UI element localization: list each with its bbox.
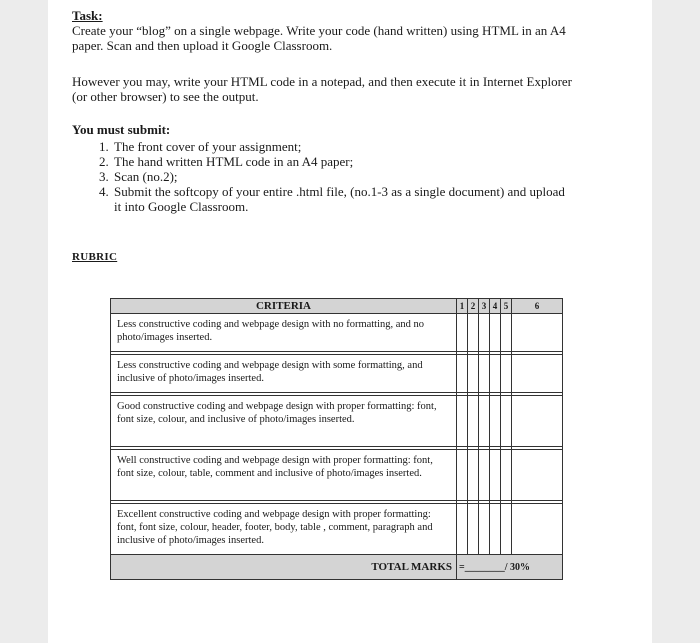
document-content	[72, 8, 572, 264]
score-cell	[468, 355, 479, 393]
score-cell	[512, 314, 563, 352]
criteria-cell: Excellent constructive coding and webpage design with proper formatting: font, font size, colour, header, footer, body, table , comment, paragraph and inclusive of photo/images inserted.	[111, 504, 457, 555]
score-cell	[512, 355, 563, 393]
score-cell	[457, 504, 468, 555]
score-cell	[457, 396, 468, 447]
rubric-row	[111, 355, 563, 393]
score-cell	[468, 504, 479, 555]
rubric-row	[111, 314, 563, 352]
score-cell	[501, 396, 512, 447]
task-paragraph-2: However you may, write your HTML code in a notepad, and then execute it in Internet Explorer (or other browser) to see the output.	[72, 74, 572, 104]
criteria-cell: Good constructive coding and webpage design with proper formatting: font, font size, colour, and inclusive of photo/images inserted.	[111, 396, 457, 447]
score-cell	[479, 504, 490, 555]
total-marks-row	[111, 555, 563, 580]
score-column-header: 3	[479, 299, 490, 314]
score-cell	[457, 314, 468, 352]
score-cell	[479, 396, 490, 447]
score-cell	[490, 314, 501, 352]
rubric-row	[111, 396, 563, 447]
score-cell	[512, 450, 563, 501]
score-cell	[457, 450, 468, 501]
total-marks-value: =________/ 30%	[457, 555, 563, 580]
score-column-header: 5	[501, 299, 512, 314]
score-cell	[490, 396, 501, 447]
rubric-row	[111, 504, 563, 555]
score-cell	[468, 450, 479, 501]
rubric-table	[110, 298, 563, 580]
score-cell	[490, 504, 501, 555]
score-cell	[501, 450, 512, 501]
score-column-header: 1	[457, 299, 468, 314]
score-cell	[479, 355, 490, 393]
rubric-row	[111, 450, 563, 501]
score-cell	[457, 355, 468, 393]
score-column-header: 4	[490, 299, 501, 314]
score-cell	[468, 396, 479, 447]
submit-item: 3. Scan (no.2);	[112, 169, 572, 184]
submit-list	[72, 139, 572, 214]
score-cell	[501, 355, 512, 393]
task-heading: Task:	[72, 8, 103, 23]
task-paragraph-1: Create your “blog” on a single webpage. Write your code (hand written) using HTML in an A4 paper. Scan and then upload it Google Classroom.	[72, 23, 566, 53]
score-cell	[512, 396, 563, 447]
rubric-header-row	[111, 299, 563, 314]
score-cell	[479, 450, 490, 501]
submit-item: 4. Submit the softcopy of your entire .html file, (no.1-3 as a single document) and upload it into Google Classroom.	[112, 184, 572, 214]
score-cell	[512, 504, 563, 555]
score-column-header: 6	[512, 299, 563, 314]
score-cell	[501, 504, 512, 555]
score-cell	[468, 314, 479, 352]
criteria-header: CRITERIA	[111, 299, 457, 314]
criteria-cell: Less constructive coding and webpage design with no formatting, and no photo/images inserted.	[111, 314, 457, 352]
criteria-cell: Less constructive coding and webpage design with some formatting, and inclusive of photo/images inserted.	[111, 355, 457, 393]
total-marks-label: TOTAL MARKS	[111, 555, 457, 580]
score-column-header: 2	[468, 299, 479, 314]
submit-heading: You must submit:	[72, 122, 171, 137]
submit-item: 2. The hand written HTML code in an A4 paper;	[112, 154, 572, 169]
submit-item: 1. The front cover of your assignment;	[112, 139, 572, 154]
score-cell	[490, 355, 501, 393]
score-cell	[501, 314, 512, 352]
rubric-heading: RUBRIC	[72, 251, 118, 263]
criteria-cell: Well constructive coding and webpage design with proper formatting: font, font size, colour, table, comment and inclusive of photo/images inserted.	[111, 450, 457, 501]
score-cell	[490, 450, 501, 501]
score-cell	[479, 314, 490, 352]
